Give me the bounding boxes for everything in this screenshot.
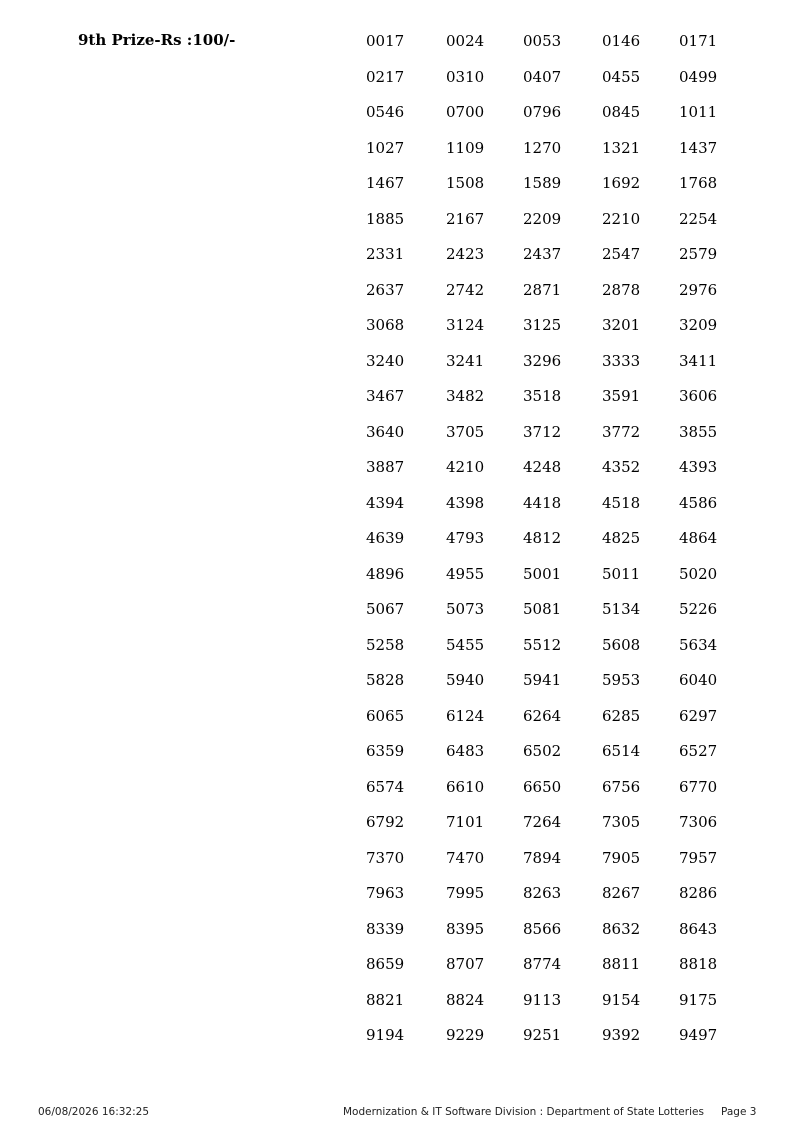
winning-number: 7370 — [366, 848, 405, 867]
footer-timestamp: 06/08/2026 16:32:25 — [38, 1106, 150, 1118]
winning-number: 4393 — [679, 458, 718, 476]
winning-number: 0546 — [366, 103, 405, 121]
number-row — [366, 741, 746, 777]
winning-number: 6483 — [446, 742, 485, 760]
number-row — [366, 599, 746, 635]
number-row — [366, 990, 746, 1026]
winning-number: 1011 — [679, 103, 718, 121]
winning-number: 4864 — [679, 529, 718, 547]
number-row — [366, 493, 746, 529]
winning-number: 3606 — [679, 387, 718, 405]
winning-number: 3240 — [366, 351, 405, 370]
number-row — [366, 102, 746, 138]
winning-number: 3591 — [602, 387, 641, 405]
winning-number: 4955 — [446, 564, 485, 583]
winning-number: 5081 — [523, 600, 562, 618]
winning-number: 2579 — [679, 245, 718, 263]
number-row — [366, 386, 746, 422]
winning-number: 3125 — [523, 316, 562, 334]
winning-number: 6574 — [366, 777, 405, 796]
winning-number: 3241 — [446, 351, 485, 370]
winning-number: 7957 — [679, 848, 718, 867]
winning-number: 8707 — [446, 955, 485, 973]
winning-number: 6359 — [366, 742, 405, 760]
winning-number: 6285 — [602, 706, 641, 725]
winning-number: 5941 — [523, 671, 562, 689]
winning-number: 1437 — [679, 138, 718, 157]
winning-number: 8263 — [523, 884, 562, 902]
winning-number: 5953 — [602, 671, 641, 689]
winning-number: 0017 — [366, 32, 405, 50]
winning-number: 1270 — [523, 138, 562, 157]
number-row — [366, 528, 746, 564]
winning-number: 4210 — [446, 458, 485, 476]
number-row — [366, 67, 746, 103]
winning-number: 9194 — [366, 1026, 405, 1044]
number-row — [366, 315, 746, 351]
winning-number: 9497 — [679, 1026, 718, 1044]
winning-number: 2742 — [446, 280, 485, 299]
winning-number: 7894 — [523, 848, 562, 867]
footer-division: Modernization & IT Software Division : Department of State Lotteries — [343, 1106, 704, 1118]
winning-number: 3333 — [602, 351, 641, 370]
winning-number: 3209 — [679, 316, 718, 334]
winning-number: 4394 — [366, 493, 405, 512]
winning-number: 3411 — [679, 351, 718, 370]
winning-number: 0310 — [446, 67, 485, 86]
winning-number: 2871 — [523, 280, 562, 299]
winning-number: 0024 — [446, 32, 485, 50]
footer-page-number: Page 3 — [721, 1106, 757, 1118]
winning-number: 1589 — [523, 174, 562, 192]
winning-number: 9175 — [679, 990, 718, 1009]
number-row — [366, 670, 746, 706]
number-row — [366, 31, 746, 67]
number-row — [366, 812, 746, 848]
winning-number: 4398 — [446, 493, 485, 512]
winning-number: 1467 — [366, 174, 405, 192]
winning-number: 4518 — [602, 493, 641, 512]
winning-number: 3855 — [679, 422, 718, 441]
winning-number: 5011 — [602, 564, 641, 583]
winning-number: 8818 — [679, 955, 718, 973]
winning-number: 6756 — [602, 777, 641, 796]
winning-number: 7963 — [366, 884, 405, 902]
winning-number: 2423 — [446, 245, 485, 263]
winning-number: 2209 — [523, 209, 562, 228]
winning-number: 3705 — [446, 422, 485, 441]
winning-number: 7995 — [446, 884, 485, 902]
winning-number: 3518 — [523, 387, 562, 405]
winning-number: 2437 — [523, 245, 562, 263]
winning-number: 5134 — [602, 600, 641, 618]
winning-number: 2976 — [679, 280, 718, 299]
winning-number: 9392 — [602, 1026, 641, 1044]
winning-number: 8824 — [446, 990, 485, 1009]
winning-number: 3887 — [366, 458, 405, 476]
winning-number: 2547 — [602, 245, 641, 263]
winning-number: 6650 — [523, 777, 562, 796]
winning-number: 0455 — [602, 67, 641, 86]
winning-number: 3296 — [523, 351, 562, 370]
winning-number: 7306 — [679, 813, 718, 831]
winning-number: 6040 — [679, 671, 718, 689]
winning-number: 3467 — [366, 387, 405, 405]
winning-number: 4793 — [446, 529, 485, 547]
number-row — [366, 244, 746, 280]
winning-number: 5940 — [446, 671, 485, 689]
winning-number: 8774 — [523, 955, 562, 973]
number-row — [366, 919, 746, 955]
winning-number: 5001 — [523, 564, 562, 583]
winning-number: 8811 — [602, 955, 641, 973]
winning-number: 6514 — [602, 742, 641, 760]
winning-number: 5828 — [366, 671, 405, 689]
winning-number: 4418 — [523, 493, 562, 512]
winning-number: 4586 — [679, 493, 718, 512]
winning-number: 8632 — [602, 919, 641, 938]
page-footer — [0, 1106, 800, 1122]
winning-number: 0407 — [523, 67, 562, 86]
winning-number: 1321 — [602, 138, 641, 157]
number-row — [366, 351, 746, 387]
winning-number: 8821 — [366, 990, 405, 1009]
winning-number: 5073 — [446, 600, 485, 618]
winning-number: 5226 — [679, 600, 718, 618]
winning-number: 3712 — [523, 422, 562, 441]
winning-number: 2878 — [602, 280, 641, 299]
winning-number: 2331 — [366, 245, 405, 263]
number-row — [366, 173, 746, 209]
winning-number: 6124 — [446, 706, 485, 725]
winning-number: 5608 — [602, 635, 641, 654]
winning-number: 0796 — [523, 103, 562, 121]
winning-number: 5020 — [679, 564, 718, 583]
winning-number: 8566 — [523, 919, 562, 938]
winning-number: 2210 — [602, 209, 641, 228]
number-row — [366, 883, 746, 919]
winning-number: 0053 — [523, 32, 562, 50]
winning-number: 9154 — [602, 990, 641, 1009]
winning-number: 7264 — [523, 813, 562, 831]
winning-number: 1109 — [446, 138, 485, 157]
number-row — [366, 635, 746, 671]
winning-number: 1768 — [679, 174, 718, 192]
winning-number: 8643 — [679, 919, 718, 938]
winning-number: 9113 — [523, 990, 562, 1009]
winning-number: 8267 — [602, 884, 641, 902]
winning-number: 0171 — [679, 32, 718, 50]
number-row — [366, 422, 746, 458]
number-row — [366, 1025, 746, 1061]
winning-number: 6065 — [366, 706, 405, 725]
winning-number: 0700 — [446, 103, 485, 121]
winning-number: 5512 — [523, 635, 562, 654]
winning-number: 0845 — [602, 103, 641, 121]
winning-number: 0499 — [679, 67, 718, 86]
winning-number: 5258 — [366, 635, 405, 654]
winning-number: 4825 — [602, 529, 641, 547]
number-row — [366, 564, 746, 600]
winning-number: 6610 — [446, 777, 485, 796]
winning-number: 1027 — [366, 138, 405, 157]
winning-number: 4812 — [523, 529, 562, 547]
winning-number: 3482 — [446, 387, 485, 405]
winning-number: 7305 — [602, 813, 641, 831]
number-row — [366, 706, 746, 742]
winning-number: 2637 — [366, 280, 405, 299]
winning-numbers-grid — [366, 31, 746, 1061]
winning-number: 1885 — [366, 209, 405, 228]
winning-number: 3201 — [602, 316, 641, 334]
winning-number: 6264 — [523, 706, 562, 725]
winning-number: 2167 — [446, 209, 485, 228]
winning-number: 8286 — [679, 884, 718, 902]
number-row — [366, 848, 746, 884]
winning-number: 6770 — [679, 777, 718, 796]
winning-number: 7101 — [446, 813, 485, 831]
number-row — [366, 280, 746, 316]
winning-number: 4639 — [366, 529, 405, 547]
winning-number: 2254 — [679, 209, 718, 228]
winning-number: 8659 — [366, 955, 405, 973]
winning-number: 3124 — [446, 316, 485, 334]
prize-title: 9th Prize-Rs :100/- — [78, 31, 236, 49]
winning-number: 6297 — [679, 706, 718, 725]
number-row — [366, 457, 746, 493]
winning-number: 3068 — [366, 316, 405, 334]
winning-number: 4896 — [366, 564, 405, 583]
winning-number: 6527 — [679, 742, 718, 760]
winning-number: 5455 — [446, 635, 485, 654]
winning-number: 0146 — [602, 32, 641, 50]
winning-number: 5067 — [366, 600, 405, 618]
winning-number: 6792 — [366, 813, 405, 831]
winning-number: 1692 — [602, 174, 641, 192]
winning-number: 6502 — [523, 742, 562, 760]
winning-number: 9251 — [523, 1026, 562, 1044]
winning-number: 9229 — [446, 1026, 485, 1044]
winning-number: 3640 — [366, 422, 405, 441]
winning-number: 4352 — [602, 458, 641, 476]
winning-number: 0217 — [366, 67, 405, 86]
number-row — [366, 138, 746, 174]
winning-number: 8339 — [366, 919, 405, 938]
winning-number: 1508 — [446, 174, 485, 192]
winning-number: 7470 — [446, 848, 485, 867]
winning-number: 5634 — [679, 635, 718, 654]
winning-number: 8395 — [446, 919, 485, 938]
winning-number: 4248 — [523, 458, 562, 476]
winning-number: 3772 — [602, 422, 641, 441]
number-row — [366, 777, 746, 813]
winning-number: 7905 — [602, 848, 641, 867]
number-row — [366, 209, 746, 245]
number-row — [366, 954, 746, 990]
